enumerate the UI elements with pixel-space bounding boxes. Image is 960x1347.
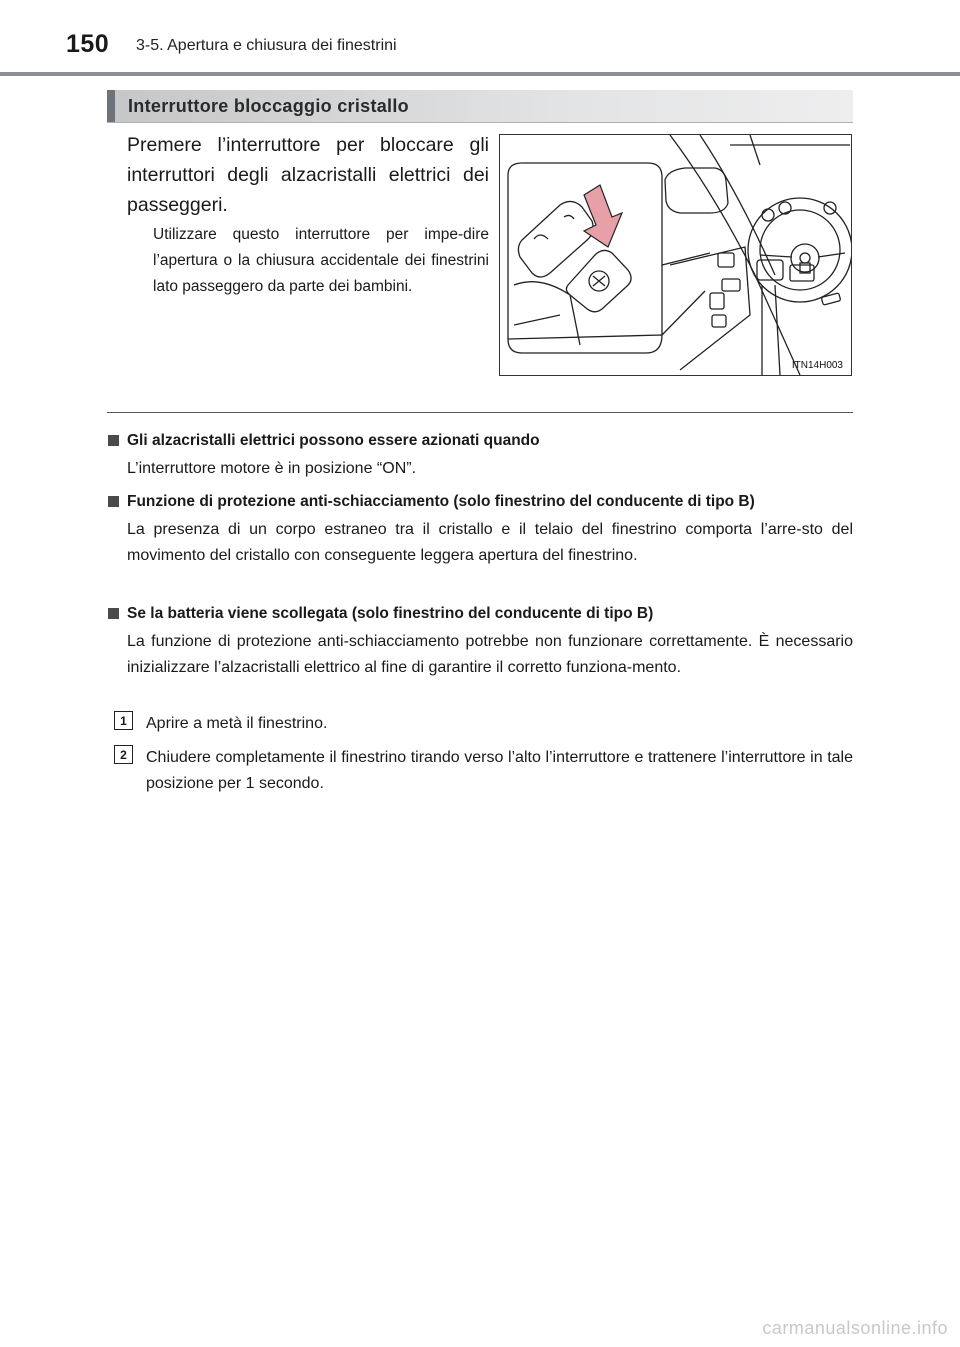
topic-heading-text: Funzione di protezione anti-schiacciamento (solo finestrino del conducente di tipo B) — [127, 493, 755, 510]
step-text: Chiudere completamente il finestrino tirando verso l’alto l’interruttore e trattenere l’interruttore in tale posizione per 1 secondo. — [146, 749, 853, 792]
bullet-square-icon — [108, 435, 119, 446]
page-number: 150 — [66, 30, 110, 58]
bullet-square-icon — [108, 608, 119, 619]
intro-text: Premere l’interruttore per bloccare gli interruttori degli alzacristalli elettrici dei passeggeri. — [127, 134, 489, 216]
topic-body: L’interruttore motore è in posizione “ON”. — [127, 460, 417, 477]
topic-heading — [107, 601, 853, 626]
step-item — [114, 711, 853, 737]
figure-code: ITN14H003 — [791, 360, 843, 371]
step-number-badge: 2 — [114, 745, 133, 764]
topic-heading — [107, 489, 853, 514]
step-number-badge: 1 — [114, 711, 133, 730]
topic-anti-pinch — [107, 489, 853, 569]
topic-body: La funzione di protezione anti-schiacciamento potrebbe non funzionare correttamente. È necessario inizializzare l’alzacristalli elettrico al fine di garantire il corretto funziona-mento. — [127, 633, 853, 676]
section-heading-bar — [107, 90, 853, 123]
topic-operation-condition — [107, 428, 853, 482]
header-divider — [0, 72, 960, 76]
topic-battery-disconnected — [107, 601, 853, 681]
step-item — [114, 745, 853, 797]
step-text: Aprire a metà il finestrino. — [146, 715, 328, 732]
section-title: Interruttore bloccaggio cristallo — [128, 96, 409, 116]
illustration-drawing — [500, 135, 851, 375]
note-text: Utilizzare questo interruttore per impe-dire l’apertura o la chiusura accidentale dei finestrini lato passeggero da parte dei bambini. — [153, 226, 489, 295]
topic-heading-text: Se la batteria viene scollegata (solo finestrino del conducente di tipo B) — [127, 605, 654, 622]
section-heading-tab — [107, 90, 115, 122]
topic-heading-text: Gli alzacristalli elettrici possono essere azionati quando — [127, 432, 540, 449]
bullet-square-icon — [108, 496, 119, 507]
window-lock-switch-illustration — [499, 134, 852, 376]
chapter-title: 3-5. Apertura e chiusura dei finestrini — [136, 37, 397, 54]
section-divider — [107, 412, 853, 413]
topic-heading — [107, 428, 853, 453]
topic-body: La presenza di un corpo estraneo tra il cristallo e il telaio del finestrino comporta l’arre-sto del movimento del cristallo con conseguente leggera apertura del finestrino. — [127, 521, 853, 564]
watermark: carmanualsonline.info — [762, 1318, 948, 1338]
